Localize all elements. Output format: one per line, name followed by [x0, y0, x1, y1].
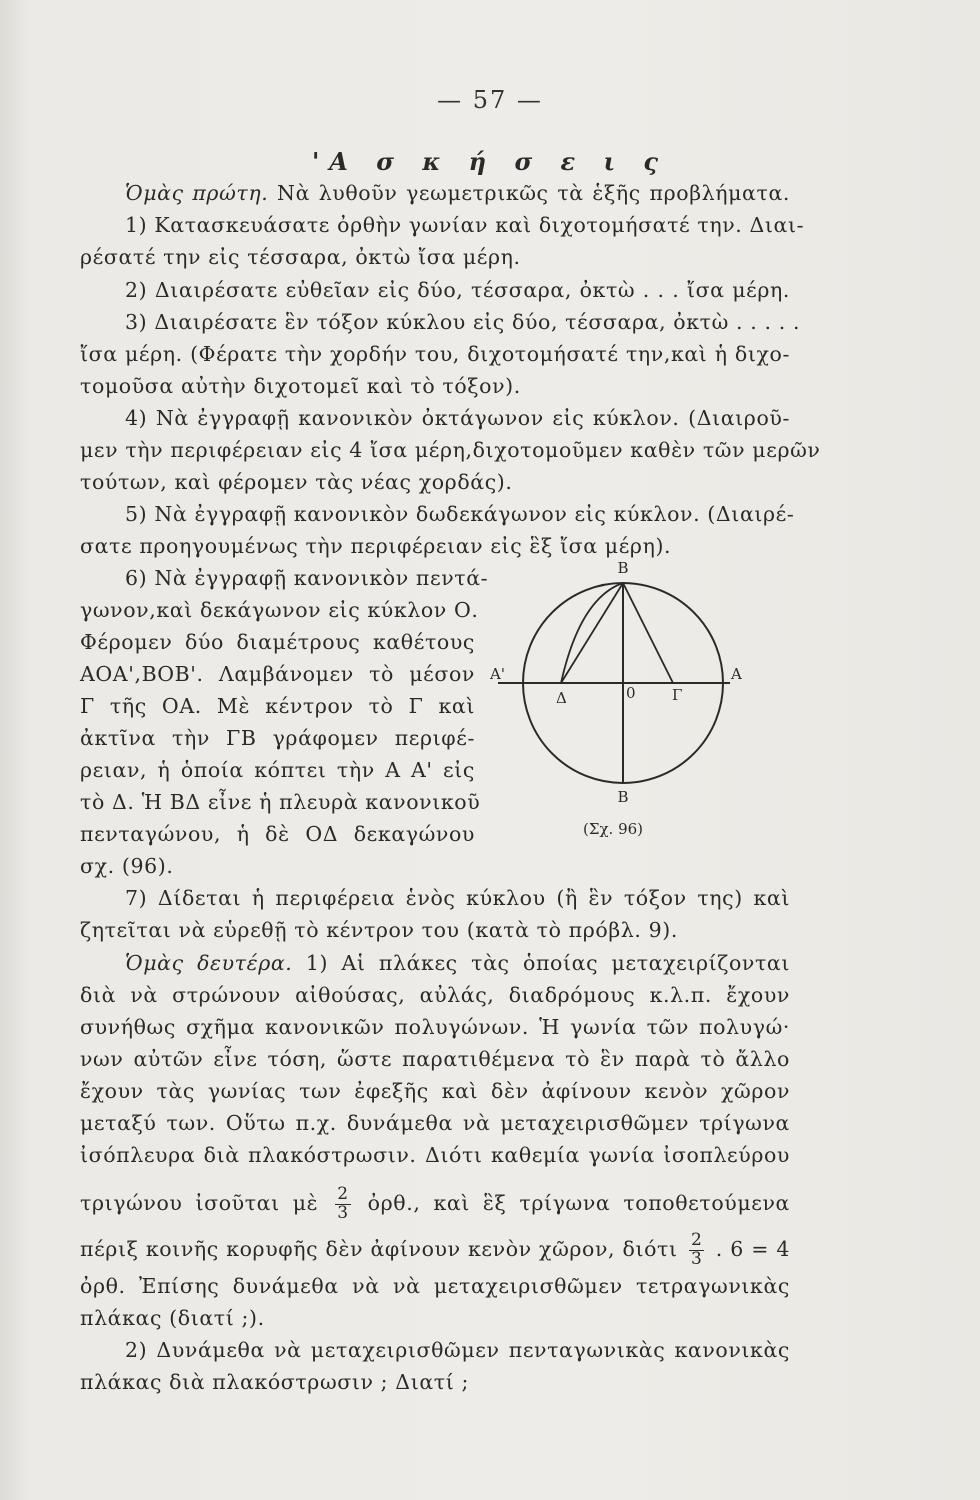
- label-a: Α: [731, 665, 742, 683]
- segment-b-gamma: [623, 583, 673, 683]
- ex6-line4: ΑΟΑ',ΒΟΒ'. Λαμβάνομεν τὸ μέσον: [80, 662, 475, 686]
- group2-line9b: . 6 = 4: [715, 1236, 790, 1261]
- page-number: — 57 —: [437, 86, 543, 114]
- fraction-denominator-2: 3: [690, 1248, 703, 1269]
- group2-label: Ὁμὰς δευτέρα.: [125, 951, 293, 975]
- figure-96: [488, 548, 758, 848]
- label-b-top: Β: [617, 559, 629, 577]
- label-a-prime: Α': [490, 665, 505, 683]
- group2-line1-text: 1) Αἱ πλάκες τὰς ὁποίας μεταχειρίζονται: [305, 951, 790, 975]
- fraction-numerator-2: 2: [690, 1230, 703, 1250]
- ex4-line1: 4) Νὰ ἐγγραφῇ κανονικὸν ὀκτάγωνον εἰς κύκλον. (Διαιροῦ-: [125, 406, 790, 430]
- ex4-line2: μεν τὴν περιφέρειαν εἰς 4 ἴσα μέρη,διχοτομοῦμεν καθὲν τῶν μερῶν: [80, 438, 821, 462]
- ex5-line2: σατε προηγουμένως τὴν περιφέρειαν εἰς ἓξ ἴσα μέρη).: [80, 534, 672, 558]
- group1-intro-line: [125, 183, 790, 204]
- ex5-line1: 5) Νὰ ἐγγραφῇ κανονικὸν δωδεκάγωνον εἰς κύκλον. (Διαιρέ-: [125, 502, 795, 526]
- label-delta: Δ: [556, 689, 567, 707]
- section-title: 'Α σ κ ή σ ε ι ς: [311, 147, 669, 176]
- ex4-line3: τούτων, καὶ φέρομεν τὰς νέας χορδάς).: [80, 470, 513, 494]
- ex6-line9: πενταγώνου, ἡ δὲ ΟΔ δεκαγώνου: [80, 822, 475, 846]
- ex1-line2: ρέσατέ την εἰς τέσσαρα, ὀκτὼ ἴσα μέρη.: [80, 245, 521, 269]
- ex6-line3: Φέρομεν δύο διαμέτρους καθέτους: [80, 630, 475, 654]
- group1-intro: Νὰ λυθοῦν γεωμετρικῶς τὰ ἑξῆς προβλήματα.: [277, 181, 791, 205]
- group2-line2: διὰ νὰ στρώνουν αἰθούσας, αὐλάς, διαδρόμους κ.λ.π. ἔχουν: [80, 983, 790, 1007]
- ex6-line10: σχ. (96).: [80, 854, 174, 878]
- fraction-denominator: 3: [337, 1202, 349, 1223]
- ex6-line6: ἀκτῖνα τὴν ΓΒ γράφομεν περιφέ-: [80, 726, 475, 750]
- ex3-line1: 3) Διαιρέσατε ἓν τόξον κύκλου εἰς δύο, τέσσαρα, ὀκτὼ . . . . .: [125, 310, 801, 334]
- group2-line11: πλάκας (διατί ;).: [80, 1306, 265, 1330]
- ex6-line5: Γ τῆς ΟΑ. Μὲ κέντρον τὸ Γ καὶ: [80, 694, 475, 718]
- fraction-two-thirds-2: [689, 1232, 704, 1269]
- label-gamma: Γ: [672, 686, 683, 704]
- label-center: 0: [626, 684, 636, 702]
- group2-line5: ἔχουν τὰς γωνίας των ἐφεξῆς καὶ δὲν ἀφίνουν κενὸν χῶρον: [80, 1079, 790, 1103]
- group2-line7: ἰσόπλευρα διὰ πλακόστρωσιν. Διότι καθεμία γωνία ἰσοπλεύρου: [80, 1143, 790, 1167]
- group2-line9a: πέριξ κοινῆς κορυφῆς δὲν ἀφίνουν κενὸν χῶρον, διότι: [80, 1236, 678, 1261]
- group2-line8b: ὀρθ., καὶ ἓξ τρίγωνα τοποθετούμενα: [367, 1190, 790, 1215]
- ex2b-line1: 2) Δυνάμεθα νὰ μεταχειρισθῶμεν πενταγωνικὰς κανονικὰς: [125, 1338, 790, 1362]
- group2-line3: συνήθως σχῆμα κανονικῶν πολυγώνων. Ἡ γωνία τῶν πολυγώ·: [80, 1015, 790, 1039]
- ex1-line1: 1) Κατασκευάσατε ὀρθὴν γωνίαν καὶ διχοτομήσατέ την. Διαι-: [125, 213, 805, 237]
- fraction-two-thirds: [335, 1186, 350, 1223]
- ex2-line1: 2) Διαιρέσατε εὐθεῖαν εἰς δύο, τέσσαρα, ὀκτὼ . . . ἴσα μέρη.: [125, 278, 790, 302]
- group2-line8: [80, 1186, 790, 1223]
- group2-line9: [80, 1232, 790, 1269]
- group2-line8a: τριγώνου ἰσοῦται μὲ: [80, 1190, 319, 1215]
- group2-line6: μεταξύ των. Οὕτω π.χ. δυνάμεθα νὰ μεταχειρισθῶμεν τρίγωνα: [80, 1111, 790, 1135]
- ex6-line2: γωνον,καὶ δεκάγωνον εἰς κύκλον Ο.: [80, 598, 479, 622]
- ex7-line2: ζητεῖται νὰ εὑρεθῇ τὸ κέντρον του (κατὰ τὸ πρόβλ. 9).: [80, 918, 678, 942]
- group2-line10: ὀρθ. Ἐπίσης δυνάμεθα νὰ νὰ μεταχειρισθῶμεν τετραγωνικὰς: [80, 1274, 790, 1298]
- ex6-line7: ρειαν, ἡ ὁποία κόπτει τὴν Α Α' εἰς: [80, 758, 475, 782]
- fraction-numerator: 2: [337, 1184, 349, 1204]
- ex6-line8: τὸ Δ. Ἡ ΒΔ εἶνε ἡ πλευρὰ κανονικοῦ: [80, 790, 481, 814]
- group2-line4: νων αὐτῶν εἶνε τόση, ὥστε παρατιθέμενα τὸ ἓν παρὰ τὸ ἄλλο: [80, 1047, 790, 1071]
- label-b-bottom: Β: [617, 788, 629, 806]
- ex7-line1: 7) Δίδεται ἡ περιφέρεια ἑνὸς κύκλου (ἢ ἓν τόξον της) καὶ: [125, 886, 790, 910]
- ex2b-line2: πλάκας διὰ πλακόστρωσιν ; Διατί ;: [80, 1370, 469, 1394]
- ex3-line2: ἴσα μέρη. (Φέρατε τὴν χορδήν του, διχοτομήσατέ την,καὶ ἡ διχο-: [80, 342, 790, 366]
- figure-caption: (Σχ. 96): [582, 820, 644, 838]
- group1-label: Ὁμὰς πρώτη.: [125, 181, 269, 205]
- ex6-line1: 6) Νὰ ἐγγραφῇ κανονικὸν πεντά-: [125, 566, 489, 590]
- ex3-line3: τομοῦσα αὐτὴν διχοτομεῖ καὶ τὸ τόξον).: [80, 374, 521, 398]
- group2-line1: [125, 953, 790, 974]
